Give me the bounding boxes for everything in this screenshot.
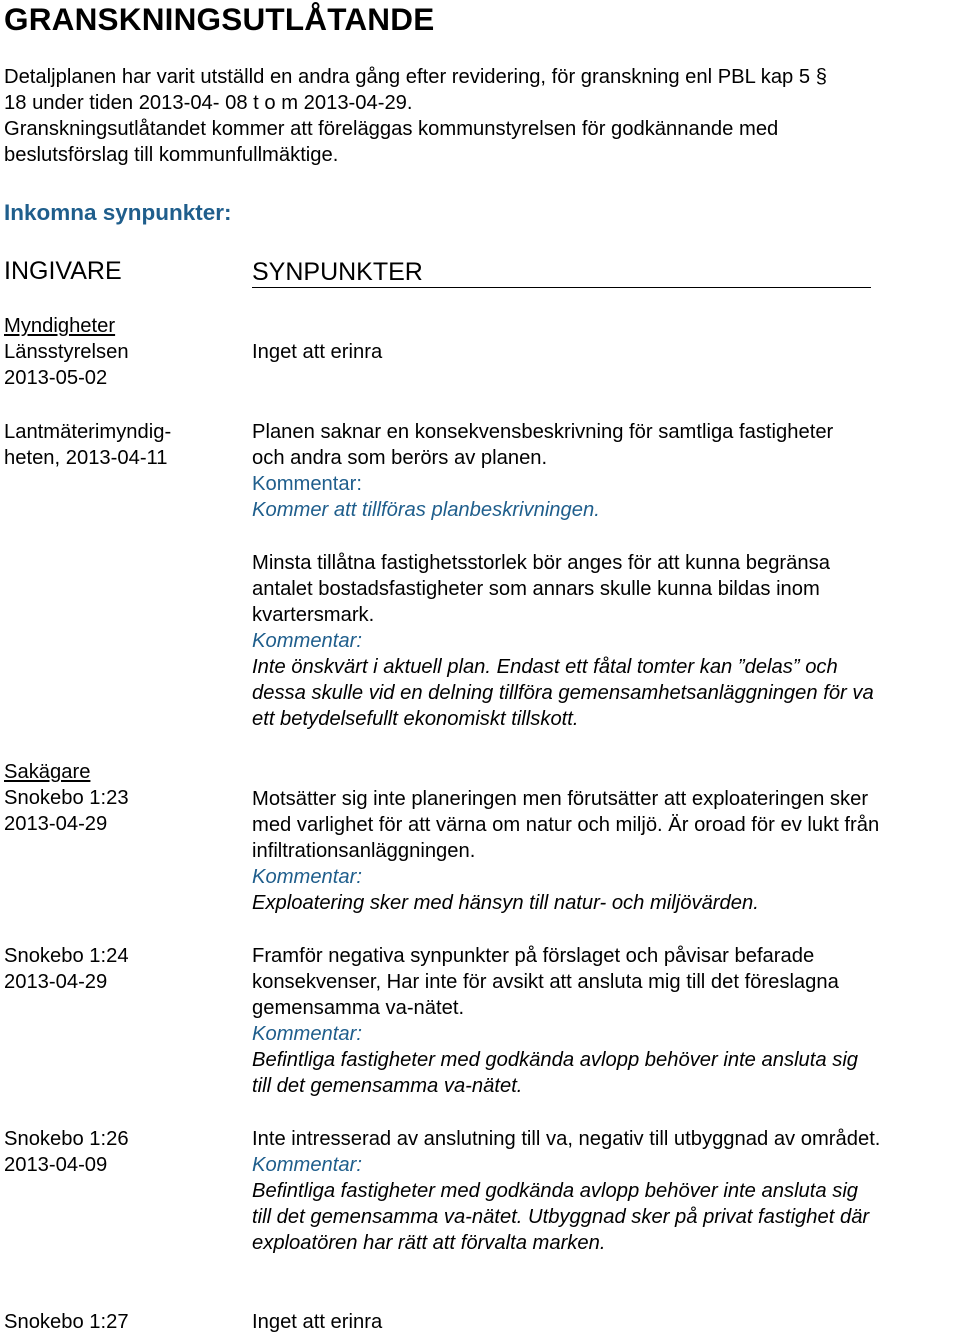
- submitter-snokebo-1-26: [4, 1126, 129, 1178]
- remark-lantmateri: [252, 419, 833, 523]
- comment-text: Exploatering sker med hänsyn till natur- och miljövärden.: [252, 892, 759, 914]
- remark-text: Inget att erinra: [252, 341, 383, 363]
- remark-snokebo-1-24: [252, 943, 858, 1099]
- comment-text: ett betydelsefullt ekonomiskt tillskott.: [252, 708, 579, 730]
- remark-snokebo-1-23: [252, 786, 879, 916]
- submitter-date: 2013-05-02: [4, 367, 108, 389]
- section-heading: Inkomna synpunkter:: [4, 200, 232, 225]
- remark-lansstyrelsen: [252, 339, 382, 365]
- submitter-snokebo-1-27: [4, 1309, 129, 1335]
- comment-text: Inte önskvärt i aktuell plan. Endast ett fåtal tomter kan ”delas” och: [252, 656, 838, 678]
- submitter-date: 2013-04-09: [4, 1154, 108, 1176]
- submitter-date: 2013-04-29: [4, 971, 108, 993]
- remark-text: antalet bostadsfastigheter som annars skulle kunna bildas inom: [252, 578, 820, 600]
- comment-label-part: r:: [349, 473, 362, 495]
- submitter-lantmateri: [4, 419, 171, 471]
- comment-text: till det gemensamma va-nätet.: [252, 1075, 523, 1097]
- comment-label: Kommentar:: [252, 866, 362, 888]
- submitter-name: Länsstyrelsen: [4, 341, 129, 363]
- submitter-snokebo-1-23: [4, 759, 129, 837]
- submitter-name: Snokebo 1:27: [4, 1311, 129, 1333]
- comment-text: Befintliga fastigheter med godkända avlopp behöver inte ansluta sig: [252, 1180, 859, 1202]
- group-label-owners: Sakägare: [4, 761, 91, 783]
- comment-text: till det gemensamma va-nätet. Utbyggnad sker på privat fastighet där: [252, 1206, 870, 1228]
- remark-snokebo-1-26: [252, 1126, 880, 1256]
- submitter-name: heten, 2013-04-11: [4, 447, 168, 469]
- submitter-date: 2013-04-29: [4, 813, 108, 835]
- remark-text: Minsta tillåtna fastighetsstorlek bör anges för att kunna begränsa: [252, 552, 830, 574]
- remark-text: och andra som berörs av planen.: [252, 447, 548, 469]
- intro-line: beslutsförslag till kommunfullmäktige.: [4, 144, 339, 166]
- remark-text: kvartersmark.: [252, 604, 375, 626]
- submitter-name: Lantmäterimyndig-: [4, 421, 172, 443]
- submitter-name: Snokebo 1:23: [4, 787, 129, 809]
- remark-text: gemensamma va-nätet.: [252, 997, 465, 1019]
- remark-text: infiltrationsanläggningen.: [252, 840, 476, 862]
- intro-line: Granskningsutlåtandet kommer att föreläggas kommunstyrelsen för godkännande med: [4, 118, 779, 140]
- comment-text: Kommer att tillföras planbeskrivningen.: [252, 499, 600, 521]
- remark-text: Motsätter sig inte planeringen men förutsätter att exploateringen sker: [252, 788, 869, 810]
- comment-label: [252, 471, 833, 497]
- remark-text: Framför negativa synpunkter på förslaget och påvisar befarade: [252, 945, 815, 967]
- column-header-synpunkter: SYNPUNKTER: [252, 257, 871, 288]
- comment-text: exploatören har rätt att förvalta marken.: [252, 1232, 606, 1254]
- comment-label-part: Kommenta: [252, 473, 350, 495]
- intro-line: 18 under tiden 2013-04- 08 t o m 2013-04-29.: [4, 92, 413, 114]
- submitter-name: Snokebo 1:26: [4, 1128, 129, 1150]
- submitter-snokebo-1-24: [4, 943, 129, 995]
- document-title: GRANSKNINGSUTLÅTANDE: [4, 1, 435, 37]
- intro-paragraph: [4, 64, 827, 168]
- group-label-authorities: Myndigheter: [4, 315, 116, 337]
- remark-text: Inget att erinra: [252, 1311, 383, 1333]
- intro-line: Detaljplanen har varit utställd en andra gång efter revidering, för granskning enl PBL kap 5 §: [4, 66, 827, 88]
- remark-text: Planen saknar en konsekvensbeskrivning för samtliga fastigheter: [252, 421, 834, 443]
- column-header-ingivare: INGIVARE: [4, 257, 122, 285]
- remark-lantmateri-2: [252, 550, 874, 732]
- remark-text: med varlighet för att värna om natur och miljö. Är oroad för ev lukt från: [252, 814, 880, 836]
- comment-label: Kommentar:: [252, 1154, 362, 1176]
- remark-snokebo-1-27: [252, 1309, 382, 1335]
- remark-text: konsekvenser, Har inte för avsikt att ansluta mig till det föreslagna: [252, 971, 839, 993]
- submitter-lansstyrelsen: [4, 313, 129, 391]
- comment-text: Befintliga fastigheter med godkända avlopp behöver inte ansluta sig: [252, 1049, 859, 1071]
- comment-label: Kommentar:: [252, 630, 362, 652]
- submitter-name: Snokebo 1:24: [4, 945, 129, 967]
- comment-label: Kommentar:: [252, 1023, 362, 1045]
- comment-text: dessa skulle vid en delning tillföra gemensamhetsanläggningen för va: [252, 682, 874, 704]
- remark-text: Inte intresserad av anslutning till va, negativ till utbyggnad av området.: [252, 1128, 881, 1150]
